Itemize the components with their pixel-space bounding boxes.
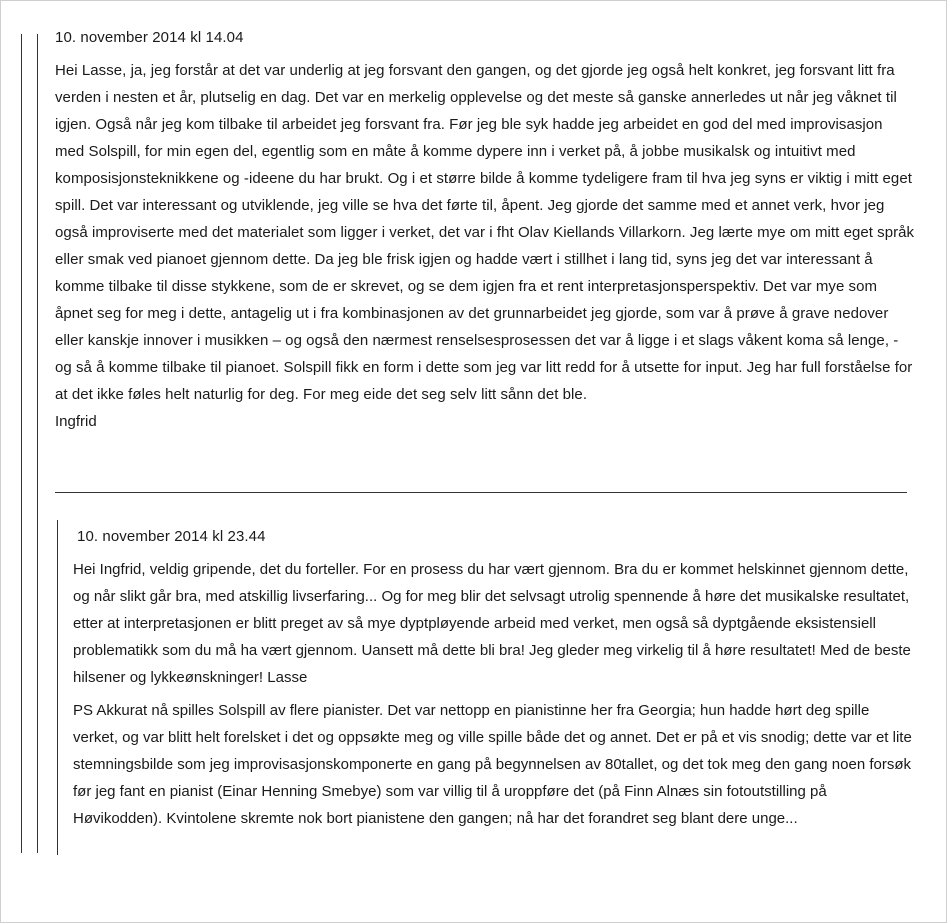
comment-divider [55, 492, 907, 493]
reply-paragraph: PS Akkurat nå spilles Solspill av flere pianister. Det var nettopp en pianistinne her fra Georgia; hun hadde hørt deg spille verket, og var blitt helt forelsket i det og oppsøkte meg og ville spille både det og annet. Det er på et vis snodig; dette var et lite stemningsbilde som jeg improvisasjonskomponerte en gang på begynnelsen av 80tallet, og det tok meg den gang noen forsøk før jeg fant en pianist (Einar Henning Smebye) som var villig til å uroppføre det (på Finn Alnæs sin fotoutstilling på Høvikodden). Kvintolene skremte nok bort pianistene den gangen; nå har det forandret seg blant dere unge... [73, 702, 912, 827]
comment-date: 10. november 2014 kl 14.04 [55, 29, 244, 46]
comment [55, 28, 915, 435]
reply-date: 10. november 2014 kl 23.44 [77, 528, 266, 545]
comment-body: Hei Lasse, ja, jeg forstår at det var underlig at jeg forsvant den gangen, og det gjorde jeg også helt konkret, jeg forsvant litt fra verden i nesten et år, plutselig en dag. Det var en merkelig opplevelse og det meste så ganske annerledes ut når jeg våknet til igjen. Også når jeg kom tilbake til arbeidet jeg forsvant fra. Før jeg ble syk hadde jeg arbeidet en god del med improvisasjon med Solspill, for min egen del, egentlig som en måte å komme dypere inn i verket på, å jobbe musikalsk og intuitivt med komposisjonsteknikkene og -ideene du har brukt. Og i et større bilde å komme tydeligere fram til hva jeg syns er viktig i mitt eget spill. Det var interessant og utviklende, jeg ville se hva det førte til, åpent. Jeg gjorde det samme med et annet verk, hvor jeg også improviserte med det materialet som ligger i verket, det var i fht Olav Kiellands Villarkorn. Jeg lærte mye om mitt eget språk eller smak ved pianoet gjennom dette. Da jeg ble frisk igjen og hadde vært i stillhet i lang tid, syns jeg det var interessant å komme tilbake til disse stykkene, som de er skrevet, og se dem igjen fra et rent interpretasjonsperspektiv. Det var mye som åpnet seg for meg i dette, antagelig ut i fra kombinasjonen av det grunnarbeidet jeg gjorde, som var å prøve å grave nedover eller kanskje innover i musikken – og også den nærmest renselsesprosessen det var å ligge i et slags våkent koma så lenge, - og så å komme tilbake til pianoet. Solspill fikk en form i dette som jeg var litt redd for å utsette for input. Jeg har full forståelse for at det ikke føles helt naturlig for deg. For meg eide det seg selv litt sånn det ble. [55, 62, 915, 403]
thread-line-inner [37, 34, 38, 853]
reply-paragraph: Hei Ingfrid, veldig gripende, det du forteller. For en prosess du har vært gjennom. Bra du er kommet helskinnet gjennom dette, og når slikt går bra, med atskillig livserfaring... Og for meg blir det selvsagt utrolig spennende å høre det musikalske resultatet, etter at interpretasjonen er blitt preget av så mye dyptpløyende arbeid med verket, men også så dyptgående eksistensiell problematikk som du må ha vært gjennom. Uansett må dette bli bra! Jeg gleder meg virkelig til å høre resultatet! Med de beste hilsener og lykkeønskninger! Lasse [73, 561, 911, 686]
reply-thread-line [57, 520, 58, 855]
reply-comment [73, 527, 913, 832]
thread-line-outer [21, 34, 22, 853]
comment-signature: Ingfrid [55, 413, 97, 430]
